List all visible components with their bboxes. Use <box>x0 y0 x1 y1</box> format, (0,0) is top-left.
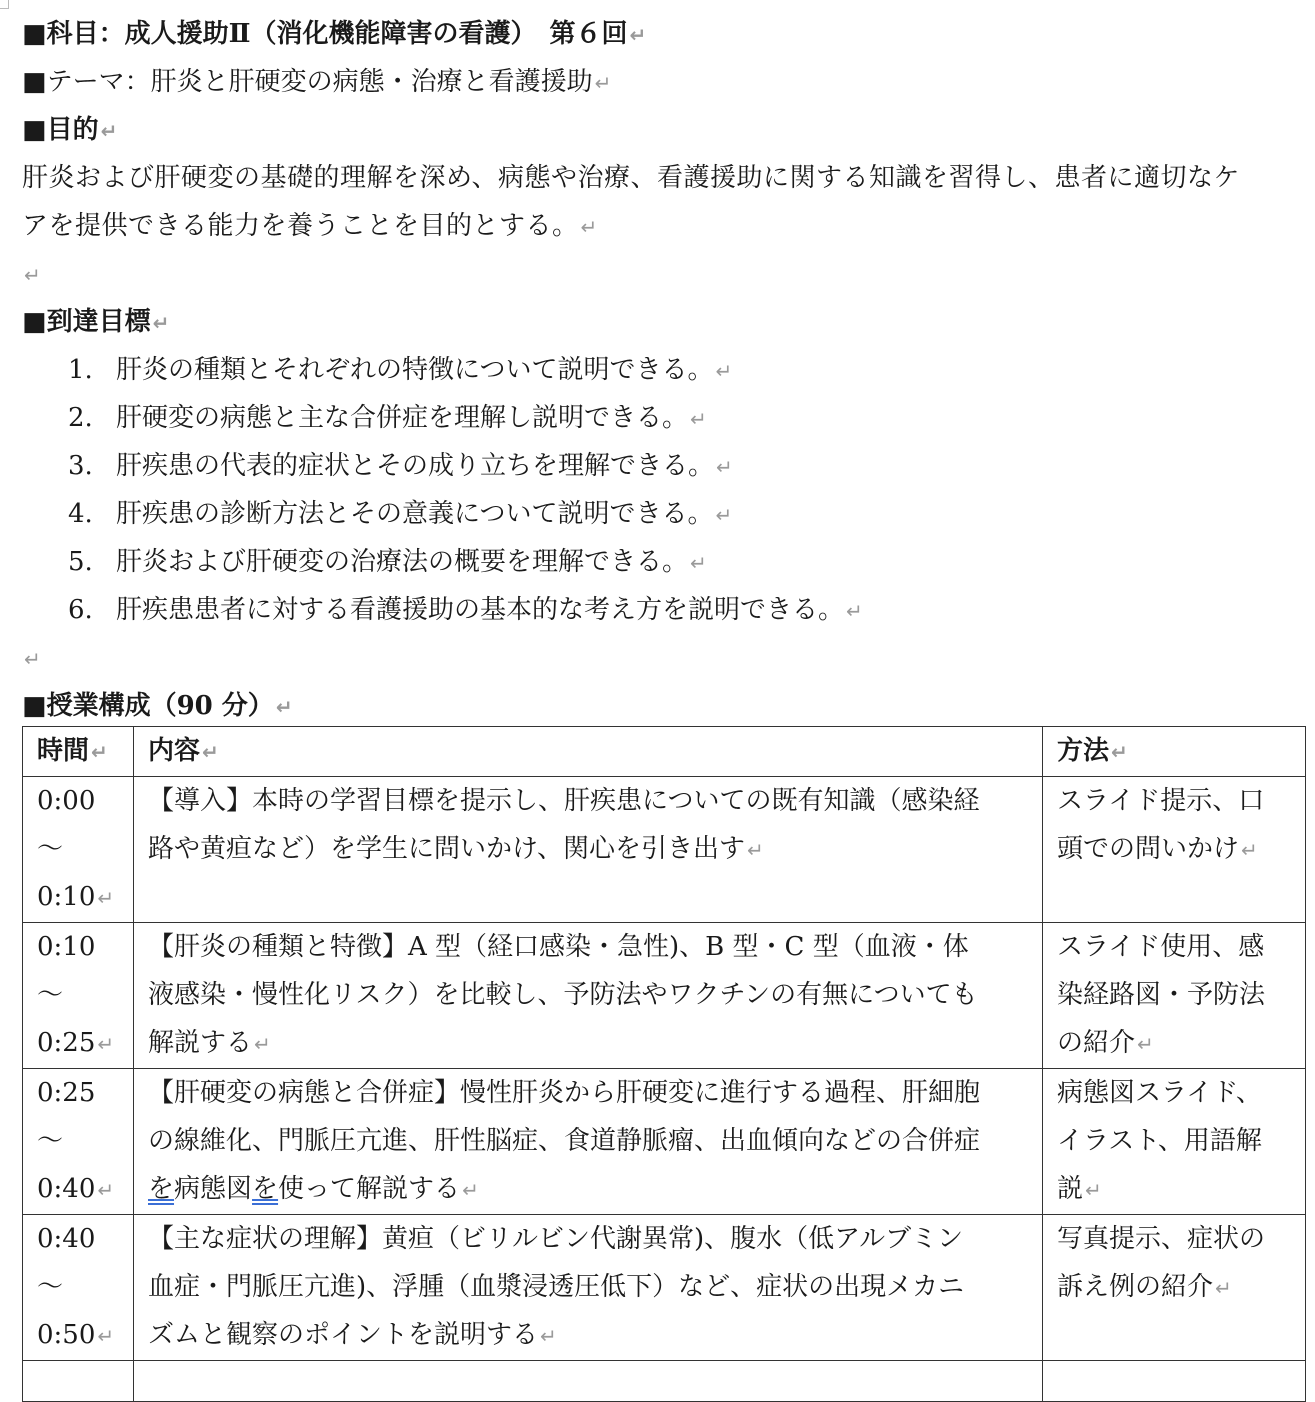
paragraph-mark: ↵ <box>690 407 707 431</box>
cell-mark: ↵ <box>540 1324 557 1348</box>
table-header-row <box>23 727 1306 777</box>
paragraph-mark: ↵ <box>715 359 733 383</box>
time-cell: 0:40～ 0:50 ↵ <box>23 1215 134 1361</box>
table-row <box>23 777 1306 923</box>
cell-mark: ↵ <box>97 886 115 910</box>
paragraph-mark: ↵ <box>629 23 647 47</box>
cell-mark: ↵ <box>97 1324 115 1348</box>
table-row <box>23 923 1306 1069</box>
paragraph-mark: ↵ <box>24 263 41 287</box>
purpose-line: 肝炎および肝硬変の基礎的理解を深め、病態や治療、看護援助に関する知識を習得し、患者に適切なケ <box>22 163 1240 193</box>
time-cell: 0:25～ 0:40 ↵ <box>23 1069 134 1215</box>
method-cell: 写真提示、症状の 訴え例の紹介 ↵ <box>1043 1215 1306 1361</box>
empty-line <box>22 634 1312 682</box>
table-row <box>23 1215 1306 1361</box>
empty-line <box>22 250 1312 298</box>
paragraph-mark: ↵ <box>716 455 733 479</box>
content-cell: 【肝炎の種類と特徴】A 型（経口感染・急性)、B 型・C 型（血液・体 液感染・慢性化リスク）を比較し、予防法やワクチンの有無についても 解説する ↵ <box>134 923 1043 1069</box>
goal-item: 1. 肝炎の種類とそれぞれの特徴について説明できる。 ↵ <box>68 355 733 385</box>
cell-mark: ↵ <box>1241 838 1258 862</box>
paragraph-mark: ↵ <box>594 71 612 95</box>
subject-line: ■科目：成人援助Ⅱ（消化機能障害の看護） 第６回 ↵ <box>22 19 647 49</box>
content-cell <box>134 1361 1043 1402</box>
content-cell: 【肝硬変の病態と合併症】慢性肝炎から肝硬変に進行する過程、肝細胞 の線維化、門脈圧亢進、肝性脳症、食道静脈瘤、出血傾向などの合併症 を病態図を使って解説する ↵ <box>134 1069 1043 1215</box>
grammar-underline[interactable]: を <box>252 1174 279 1204</box>
schedule-table <box>22 726 1306 1402</box>
time-cell: 0:10～ 0:25 ↵ <box>23 923 134 1069</box>
method-cell <box>1043 1361 1306 1402</box>
cell-mark: ↵ <box>1085 1178 1102 1202</box>
time-cell <box>23 1361 134 1402</box>
cell-mark: ↵ <box>1137 1032 1154 1056</box>
goal-item: 6. 肝疾患患者に対する看護援助の基本的な考え方を説明できる。 ↵ <box>68 595 863 625</box>
purpose-heading: ■目的 ↵ <box>22 115 118 145</box>
cell-mark: ↵ <box>1111 740 1128 764</box>
paragraph-mark: ↵ <box>152 311 170 335</box>
goal-item: 3. 肝疾患の代表的症状とその成り立ちを理解できる。 ↵ <box>68 451 733 481</box>
paragraph-mark: ↵ <box>100 119 118 143</box>
paragraph-mark: ↵ <box>275 695 293 719</box>
paragraph-mark: ↵ <box>846 599 863 623</box>
purpose-paragraph <box>22 154 1312 250</box>
cell-mark: ↵ <box>1215 1276 1232 1300</box>
cell-mark: ↵ <box>91 740 108 764</box>
time-cell: 0:00～ 0:10 ↵ <box>23 777 134 923</box>
goals-list <box>22 346 1312 634</box>
schedule-heading: ■授業構成（90 分） ↵ <box>22 691 293 721</box>
paragraph-mark: ↵ <box>24 647 41 671</box>
header-time: 時間 ↵ <box>23 727 134 777</box>
table-row <box>23 1069 1306 1215</box>
cell-mark: ↵ <box>746 838 764 862</box>
content-cell: 【主な症状の理解】黄疸（ビリルビン代謝異常)、腹水（低アルブミン 血症・門脈圧亢進)、浮腫（血漿浸透圧低下）など、症状の出現メカニ ズムと観察のポイントを説明する ↵ <box>134 1215 1043 1361</box>
cell-mark: ↵ <box>97 1178 115 1202</box>
goal-item: 2. 肝硬変の病態と主な合併症を理解し説明できる。 ↵ <box>68 403 707 433</box>
goal-item: 5. 肝炎および肝硬変の治療法の概要を理解できる。 ↵ <box>68 547 707 577</box>
goal-item: 4. 肝疾患の診断方法とその意義について説明できる。 ↵ <box>68 499 733 529</box>
header-content: 内容 ↵ <box>134 727 1043 777</box>
theme-line: ■テーマ：肝炎と肝硬変の病態・治療と看護援助 ↵ <box>22 67 612 97</box>
table-row <box>23 1361 1306 1402</box>
goals-heading: ■到達目標 ↵ <box>22 307 170 337</box>
cell-mark: ↵ <box>97 1032 115 1056</box>
grammar-underline[interactable]: を <box>148 1174 175 1204</box>
method-cell: 病態図スライド、 イラスト、用語解 説 ↵ <box>1043 1069 1306 1215</box>
content-cell: 【導入】本時の学習目標を提示し、肝疾患についての既有知識（感染経 路や黄疸など）を学生に問いかけ、関心を引き出す ↵ <box>134 777 1043 923</box>
paragraph-mark: ↵ <box>715 503 733 527</box>
purpose-line: アを提供できる能力を養うことを目的とする。 ↵ <box>22 211 598 241</box>
document-body <box>22 10 1312 730</box>
method-cell: スライド提示、口 頭での問いかけ ↵ <box>1043 777 1306 923</box>
paragraph-mark: ↵ <box>690 551 707 575</box>
page-corner-mark <box>0 0 9 9</box>
cell-mark: ↵ <box>254 1032 271 1056</box>
paragraph-mark: ↵ <box>580 215 598 239</box>
cell-mark: ↵ <box>462 1178 479 1202</box>
cell-mark: ↵ <box>202 740 219 764</box>
method-cell: スライド使用、感 染経路図・予防法 の紹介 ↵ <box>1043 923 1306 1069</box>
header-method: 方法 ↵ <box>1043 727 1306 777</box>
